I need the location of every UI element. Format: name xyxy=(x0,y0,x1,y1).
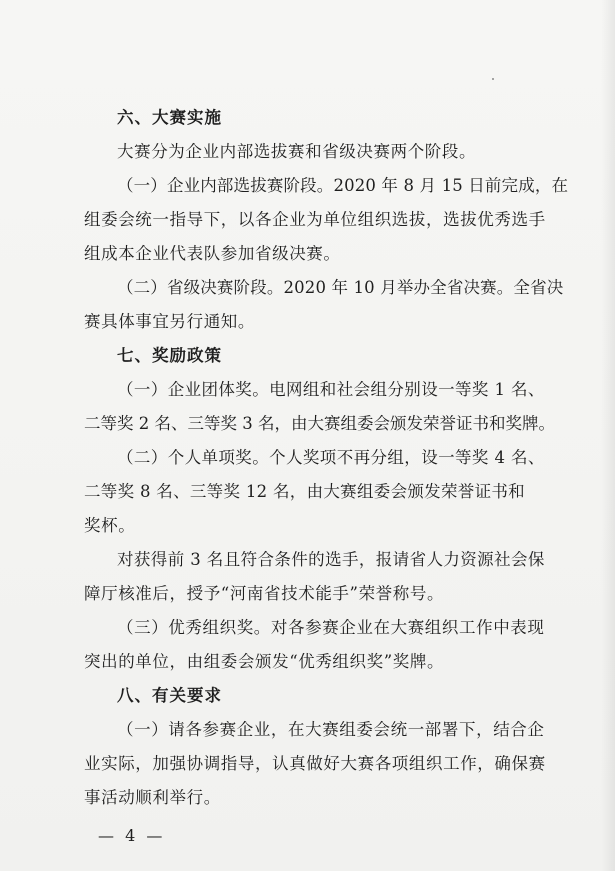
scan-speck xyxy=(492,78,494,80)
paragraph-line: 二等奖 2 名、三等奖 3 名，由大赛组委会颁发荣誉证书和奖牌。 xyxy=(84,414,555,433)
paragraph-line: （二）个人单项奖。个人奖项不再分组，设一等奖 4 名、 xyxy=(117,448,545,467)
paragraph-line: 业实际，加强协调指导，认真做好大赛各项组织工作，确保赛 xyxy=(84,754,546,773)
paragraph-line: 赛具体事宜另行通知。 xyxy=(84,312,255,331)
section-eight-heading: 八、有关要求 xyxy=(117,686,222,705)
paragraph-line: 对获得前 3 名且符合条件的选手，报请省人力资源社会保 xyxy=(117,550,545,569)
paragraph-line: （一）请各参赛企业，在大赛组委会统一部署下，结合企 xyxy=(117,720,545,739)
paragraph-line: （一）企业内部选拔赛阶段。2020 年 8 月 15 日前完成，在 xyxy=(117,176,569,195)
paragraph-line: （三）优秀组织奖。对各参赛企业在大赛组织工作中表现 xyxy=(117,618,545,637)
section-seven-heading: 七、奖励政策 xyxy=(117,346,222,365)
paragraph-line: 突出的单位，由组委会颁发“优秀组织奖”奖牌。 xyxy=(84,652,445,671)
paragraph-line: （一）企业团体奖。电网组和社会组分别设一等奖 1 名、 xyxy=(117,380,545,399)
page-edge-shadow xyxy=(601,0,615,871)
paragraph-line: 组成本企业代表队参加省级决赛。 xyxy=(84,244,341,263)
page-number: — 4 — xyxy=(98,826,166,845)
paragraph-line: 大赛分为企业内部选拔赛和省级决赛两个阶段。 xyxy=(117,142,477,161)
section-six-heading: 六、大赛实施 xyxy=(117,108,222,127)
paragraph-line: （二）省级决赛阶段。2020 年 10 月举办全省决赛。全省决 xyxy=(117,278,564,297)
paragraph-line: 障厅核准后，授予“河南省技术能手”荣誉称号。 xyxy=(84,584,445,603)
paragraph-line: 二等奖 8 名、三等奖 12 名，由大赛组委会颁发荣誉证书和 xyxy=(84,482,525,501)
paragraph-line: 组委会统一指导下，以各企业为单位组织选拔，选拔优秀选手 xyxy=(84,210,546,229)
paragraph-line: 事活动顺利举行。 xyxy=(84,788,221,807)
paragraph-line: 奖杯。 xyxy=(84,516,136,535)
